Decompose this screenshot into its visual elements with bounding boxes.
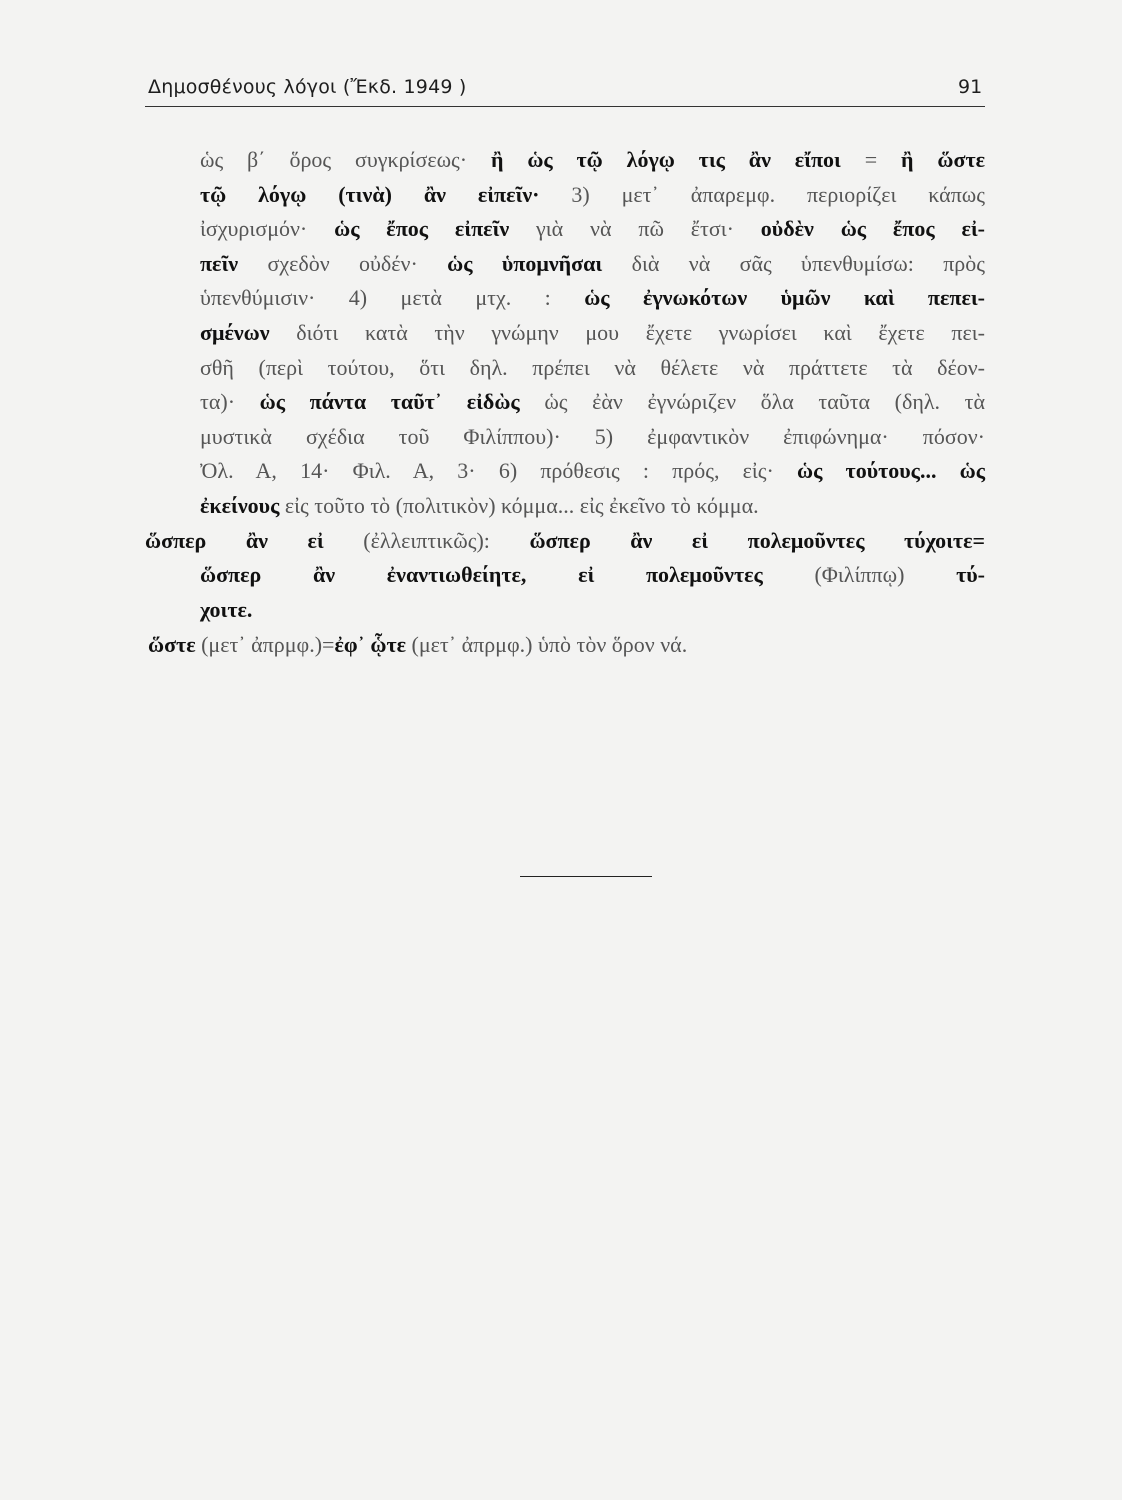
- regular-text: Ὀλ. Α, 14· Φιλ. Α, 3· 6) πρόθεσις : πρός, εἰς·: [200, 458, 798, 483]
- bold-term: ὥσπερ ἂν εἰ πολεμοῦντες τύχοιτε=: [529, 528, 986, 553]
- regular-text: σθῆ (περὶ τούτου, ὅτι δηλ. πρέπει νὰ θέλετε νὰ πράττετε τὰ δέον-: [200, 355, 985, 380]
- regular-text: ὡς β΄ ὅρος συγκρίσεως·: [200, 147, 491, 172]
- bold-term: ὥστε: [148, 632, 196, 657]
- bold-term: ὡς τούτους... ὡς: [797, 458, 986, 483]
- text-line-11: [200, 489, 985, 523]
- text-line-2: [200, 178, 985, 212]
- page-number: 91: [958, 76, 983, 98]
- regular-text: ὡς ἐὰν ἐγνώριζεν ὅλα ταῦτα (δηλ. τὰ: [519, 389, 986, 414]
- bold-term: ἐφ᾽ ᾧτε: [334, 632, 407, 657]
- regular-text: (μετ᾽ ἀπρμφ.) ὑπὸ τὸν ὅρον νά.: [406, 632, 688, 657]
- regular-text: ὑπενθύμισιν· 4) μετὰ μτχ. :: [200, 285, 585, 310]
- text-line-9: [200, 420, 985, 454]
- regular-text: μυστικὰ σχέδια τοῦ Φιλίππου)· 5) ἐμφαντικὸν ἐπιφώνημα· πόσον·: [200, 424, 985, 449]
- header-rule: [145, 106, 985, 107]
- text-line-4: [200, 247, 985, 281]
- bold-term: χοιτε.: [200, 597, 253, 622]
- bold-term: ὥσπερ ἂν εἰ: [145, 528, 324, 553]
- text-line-1: [200, 143, 985, 177]
- text-line-14: [200, 593, 985, 627]
- text-line-5: [200, 281, 985, 315]
- text-line-6: [200, 316, 985, 350]
- bold-term: ὡς ἐγνωκότων ὑμῶν καὶ πεπει-: [584, 285, 985, 310]
- bold-term: ἐκείνους: [200, 493, 280, 518]
- running-head-title: Δημοσθένους λόγοι (Ἔκδ. 1949 ): [148, 76, 467, 98]
- bold-term: τῷ λόγῳ (τινὰ) ἂν εἰπεῖν·: [200, 182, 540, 207]
- text-line-8: [200, 385, 985, 419]
- bold-term: ὡς πάντα ταῦτ᾽ εἰδὼς: [259, 389, 520, 414]
- regular-text: διὰ νὰ σᾶς ὑπενθυμίσω: πρὸς: [602, 251, 985, 276]
- entry-hoste: [148, 628, 985, 662]
- regular-text: (Φιλίππῳ): [762, 562, 957, 587]
- section-end-rule: [520, 876, 652, 877]
- bold-term: ὡς ἔπος εἰπεῖν: [334, 216, 510, 241]
- bold-term: ὡς ὑπομνῆσαι: [447, 251, 603, 276]
- text-line-10: [200, 454, 985, 488]
- entry-hosper-an-ei: [145, 524, 985, 558]
- bold-term: ὥσπερ ἂν ἐναντιωθείητε, εἰ πολεμοῦντες: [200, 562, 763, 587]
- text-line-7: [200, 351, 985, 385]
- text-line-13: [200, 558, 985, 592]
- bold-term: σμένων: [200, 320, 270, 345]
- regular-text: διότι κατὰ τὴν γνώμην μου ἔχετε γνωρίσει καὶ ἔχετε πει-: [269, 320, 985, 345]
- regular-text: (ἐλλειπτικῶς):: [323, 528, 530, 553]
- bold-term: ἢ ὡς τῷ λόγῳ τις ἂν εἴποι: [490, 147, 841, 172]
- bold-term: τύ-: [956, 562, 985, 587]
- regular-text: 3) μετ᾽ ἀπαρεμφ. περιορίζει κάπως: [539, 182, 985, 207]
- regular-text: (μετ᾽ ἀπρμφ.)=: [195, 632, 335, 657]
- regular-text: τα)·: [200, 389, 260, 414]
- regular-text: =: [840, 147, 902, 172]
- bold-term: πεῖν: [200, 251, 239, 276]
- text-line-3: [200, 212, 985, 246]
- regular-text: γιὰ νὰ πῶ ἔτσι·: [509, 216, 761, 241]
- regular-text: ἰσχυρισμόν·: [200, 216, 335, 241]
- bold-term: ἢ ὥστε: [901, 147, 985, 172]
- regular-text: σχεδὸν οὐδέν·: [238, 251, 448, 276]
- bold-term: οὐδὲν ὡς ἔπος εἰ-: [760, 216, 986, 241]
- regular-text: εἰς τοῦτο τὸ (πολιτικὸν) κόμμα... εἰς ἐκεῖνο τὸ κόμμα.: [279, 493, 759, 518]
